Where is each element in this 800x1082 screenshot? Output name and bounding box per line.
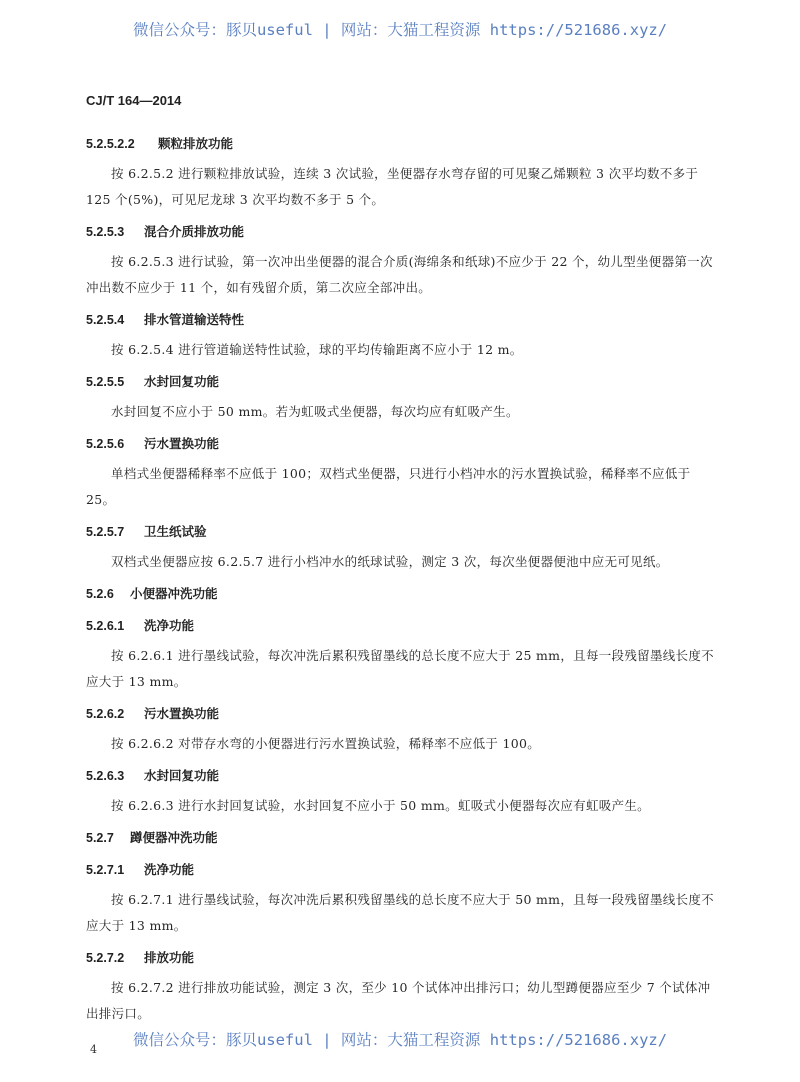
section-paragraph: 单档式坐便器稀释率不应低于 100；双档式坐便器，只进行小档冲水的污水置换试验，稀释率不应低于 25。 [86, 466, 691, 507]
watermark-top: 微信公众号：豚贝useful | 网站：大猫工程资源 https://521686.xyz/ [132, 21, 668, 39]
section-paragraph: 按 6.2.7.1 进行墨线试验，每次冲洗后累积残留墨线的总长度不应大于 50 mm，且每一段残留墨线长度不应大于 13 mm。 [86, 892, 714, 933]
section-5-2-5-5 [86, 373, 716, 425]
section-heading [86, 617, 716, 635]
section-5-2-6-2 [86, 705, 716, 757]
section-heading [86, 223, 716, 241]
section-title: 排放功能 [144, 951, 195, 965]
section-5-2-5-2-2 [86, 135, 716, 213]
section-paragraph: 双档式坐便器应按 6.2.5.7 进行小档冲水的纸球试验，测定 3 次，每次坐便器便池中应无可见纸。 [111, 554, 669, 569]
standard-code: CJ/T 164—2014 [86, 93, 182, 108]
section-number: 5.2.7.1 [86, 863, 125, 877]
section-title: 蹲便器冲洗功能 [130, 831, 218, 845]
section-title: 水封回复功能 [144, 375, 220, 389]
section-title: 水封回复功能 [144, 769, 220, 783]
section-title: 小便器冲洗功能 [130, 587, 218, 601]
section-number: 5.2.5.5 [86, 375, 125, 389]
section-5-2-7-2 [86, 949, 716, 1027]
section-title: 混合介质排放功能 [144, 225, 245, 239]
section-5-2-6 [86, 585, 716, 603]
section-number: 5.2.5.2.2 [86, 137, 135, 151]
document-body [86, 135, 716, 1037]
section-5-2-7 [86, 829, 716, 847]
section-number: 5.2.6.1 [86, 619, 125, 633]
section-5-2-5-7 [86, 523, 716, 575]
section-number: 5.2.7 [86, 831, 114, 845]
section-paragraph: 按 6.2.6.2 对带存水弯的小便器进行污水置换试验，稀释率不应低于 100。 [111, 736, 541, 751]
section-number: 5.2.7.2 [86, 951, 125, 965]
section-title: 污水置换功能 [144, 437, 220, 451]
section-number: 5.2.6.3 [86, 769, 125, 783]
section-title: 洗净功能 [144, 863, 195, 877]
section-number: 5.2.6 [86, 587, 114, 601]
section-title: 洗净功能 [144, 619, 195, 633]
section-number: 5.2.5.4 [86, 313, 125, 327]
section-heading [86, 829, 716, 847]
watermark-bottom: 微信公众号：豚贝useful | 网站：大猫工程资源 https://521686.xyz/ [132, 1031, 668, 1049]
section-heading [86, 861, 716, 879]
page-number: 4 [90, 1043, 97, 1056]
section-5-2-5-3 [86, 223, 716, 301]
section-paragraph: 按 6.2.5.2 进行颗粒排放试验，连续 3 次试验，坐便器存水弯存留的可见聚乙烯颗粒 3 次平均数不多于 125 个(5%)，可见尼龙球 3 次平均数不多于 5 个。 [86, 166, 699, 207]
section-5-2-7-1 [86, 861, 716, 939]
section-heading [86, 705, 716, 723]
section-number: 5.2.5.6 [86, 437, 125, 451]
section-heading [86, 949, 716, 967]
section-heading [86, 435, 716, 453]
section-paragraph: 水封回复不应小于 50 mm。若为虹吸式坐便器，每次均应有虹吸产生。 [111, 404, 519, 419]
section-title: 卫生纸试验 [144, 525, 207, 539]
section-5-2-6-3 [86, 767, 716, 819]
section-heading [86, 373, 716, 391]
section-paragraph: 按 6.2.5.3 进行试验，第一次冲出坐便器的混合介质(海绵条和纸球)不应少于 22 个，幼儿型坐便器第一次冲出数不应少于 11 个，如有残留介质，第二次应全部冲出。 [86, 254, 713, 295]
section-5-2-5-6 [86, 435, 716, 513]
section-heading [86, 523, 716, 541]
section-5-2-6-1 [86, 617, 716, 695]
section-heading [86, 585, 716, 603]
section-paragraph: 按 6.2.6.1 进行墨线试验，每次冲洗后累积残留墨线的总长度不应大于 25 mm，且每一段残留墨线长度不应大于 13 mm。 [86, 648, 714, 689]
section-title: 污水置换功能 [144, 707, 220, 721]
section-heading [86, 135, 716, 153]
section-number: 5.2.5.7 [86, 525, 125, 539]
section-5-2-5-4 [86, 311, 716, 363]
section-paragraph: 按 6.2.7.2 进行排放功能试验，测定 3 次，至少 10 个试体冲出排污口；幼儿型蹲便器应至少 7 个试体冲出排污口。 [86, 980, 711, 1021]
section-number: 5.2.6.2 [86, 707, 125, 721]
section-heading [86, 767, 716, 785]
section-paragraph: 按 6.2.5.4 进行管道输送特性试验，球的平均传输距离不应小于 12 m。 [111, 342, 523, 357]
section-number: 5.2.5.3 [86, 225, 125, 239]
section-title: 排水管道输送特性 [144, 313, 245, 327]
section-paragraph: 按 6.2.6.3 进行水封回复试验，水封回复不应小于 50 mm。虹吸式小便器每次应有虹吸产生。 [111, 798, 650, 813]
section-title: 颗粒排放功能 [158, 137, 234, 151]
section-heading [86, 311, 716, 329]
